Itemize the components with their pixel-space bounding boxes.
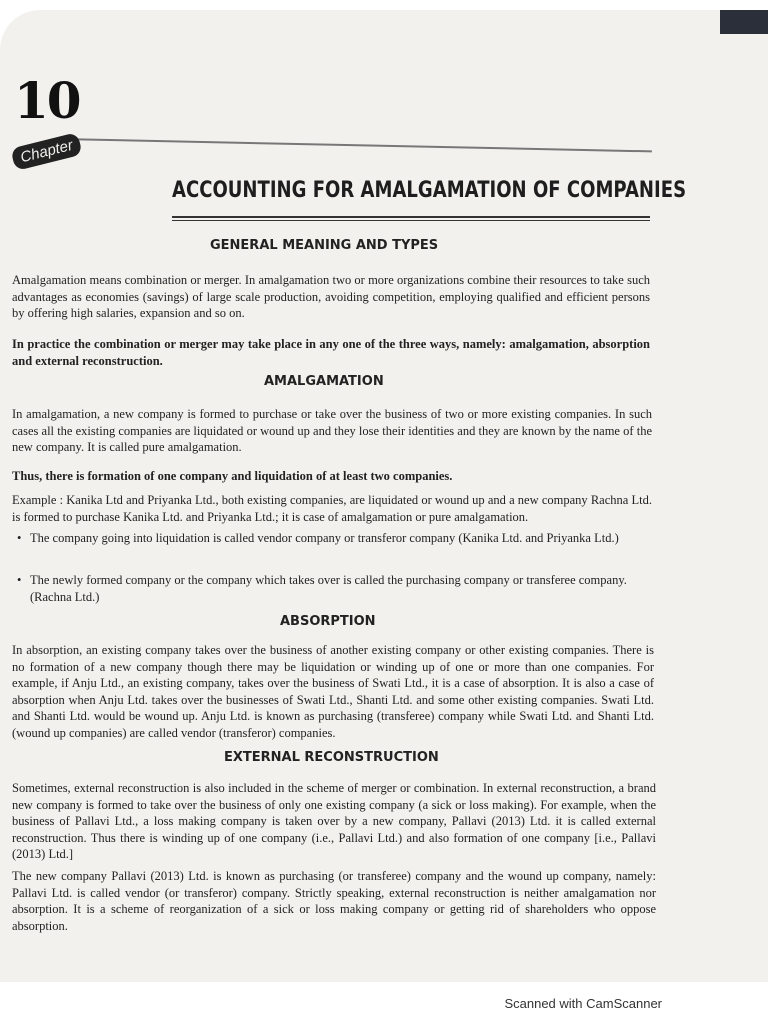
paragraph-external-2: The new company Pallavi (2013) Ltd. is known as purchasing (or transferee) company and the wound up company, namely: Pallavi Ltd. is called vendor (or transferor) company. Strictly speaking, external reconstruction is neither amalgamation nor absorption. It is a scheme of reorganization of a sick or loss making company or getting rid of shareholders who oppose absorption.: [12, 869, 656, 933]
heading-external-reconstruction: EXTERNAL RECONSTRUCTION: [224, 750, 439, 765]
bullet-item-purchasing: [17, 572, 652, 605]
paragraph-amalgamation-2: Thus, there is formation of one company and liquidation of at least two companies.: [12, 469, 453, 483]
paragraph-general-1: Amalgamation means combination or merger. In amalgamation two or more organizations combine their resources to take such advantages as economies (savings) of large scale production, avoiding competition, employing qualified and efficient persons by offering high salaries, expansion and so on.: [12, 273, 650, 320]
bullet-item-vendor: [17, 530, 652, 547]
paragraph-example: Example : Kanika Ltd and Priyanka Ltd., both existing companies, are liquidated or wound up and a new company Rachna Ltd. is formed to purchase Kanika Ltd. and Priyanka Ltd.; it is case of amalgamation or pure amalgamation.: [12, 493, 652, 524]
paragraph-external-1: Sometimes, external reconstruction is also included in the scheme of merger or combination. In external reconstruction, a brand new company is formed to take over the business of only one existing company (a sick or loss making). For example, when the business of Pallavi Ltd., a loss making company is taken over by a new company, Pallavi (2013) Ltd. it is called external reconstruction. Thus there is winding up of one company (i.e., Pallavi Ltd.) and also formation of one company [i.e., Pallavi (2013) Ltd.]: [12, 781, 656, 861]
heading-absorption: ABSORPTION: [280, 614, 376, 629]
chapter-label: Chapter: [10, 132, 83, 171]
heading-amalgamation: AMALGAMATION: [264, 374, 384, 389]
paragraph-absorption: In absorption, an existing company takes over the business of another existing company or other existing companies. There is no formation of a new company though there may be liquidation or winding up of one or more than one companies. For example, if Anju Ltd., an existing company, takes over the business of Swati Ltd., it is a case of absorption. It is also a case of absorption when Anju Ltd. takes over the businesses of Swati Ltd., Shanti Ltd. and some other existing companies. Swati Ltd. and Shanti Ltd. would be wound up. Anju Ltd. is known as purchasing (transferee) company while Swati Ltd. and Shanti Ltd. (wound up companies) are called vendor (transferor) companies.: [12, 643, 654, 740]
bullet-text: The company going into liquidation is called vendor company or transferor company (Kanika Ltd. and Priyanka Ltd.): [30, 531, 619, 545]
bullet-text: The newly formed company or the company which takes over is called the purchasing company or transferee company. (Rachna Ltd.): [30, 573, 627, 604]
bullet-dot-icon: •: [17, 573, 22, 587]
page-title: ACCOUNTING FOR AMALGAMATION OF COMPANIES: [172, 178, 687, 203]
chapter-number: 10: [14, 71, 80, 130]
chapter-rule: [60, 138, 652, 152]
heading-general: GENERAL MEANING AND TYPES: [210, 238, 439, 253]
paragraph-amalgamation-1: In amalgamation, a new company is formed to purchase or take over the business of two or more existing companies. In such cases all the existing companies are liquidated or wound up and they lose their identities and they are known by the name of the new company. It is called pure amalgamation.: [12, 407, 652, 454]
title-underline: [172, 216, 650, 221]
bullet-dot-icon: •: [17, 531, 22, 545]
scanned-page: [0, 10, 768, 982]
background-corner: [720, 10, 768, 34]
scanner-watermark: Scanned with CamScanner: [504, 996, 662, 1011]
paragraph-general-2: In practice the combination or merger may take place in any one of the three ways, namely: amalgamation, absorption and external reconstruction.: [12, 337, 650, 368]
